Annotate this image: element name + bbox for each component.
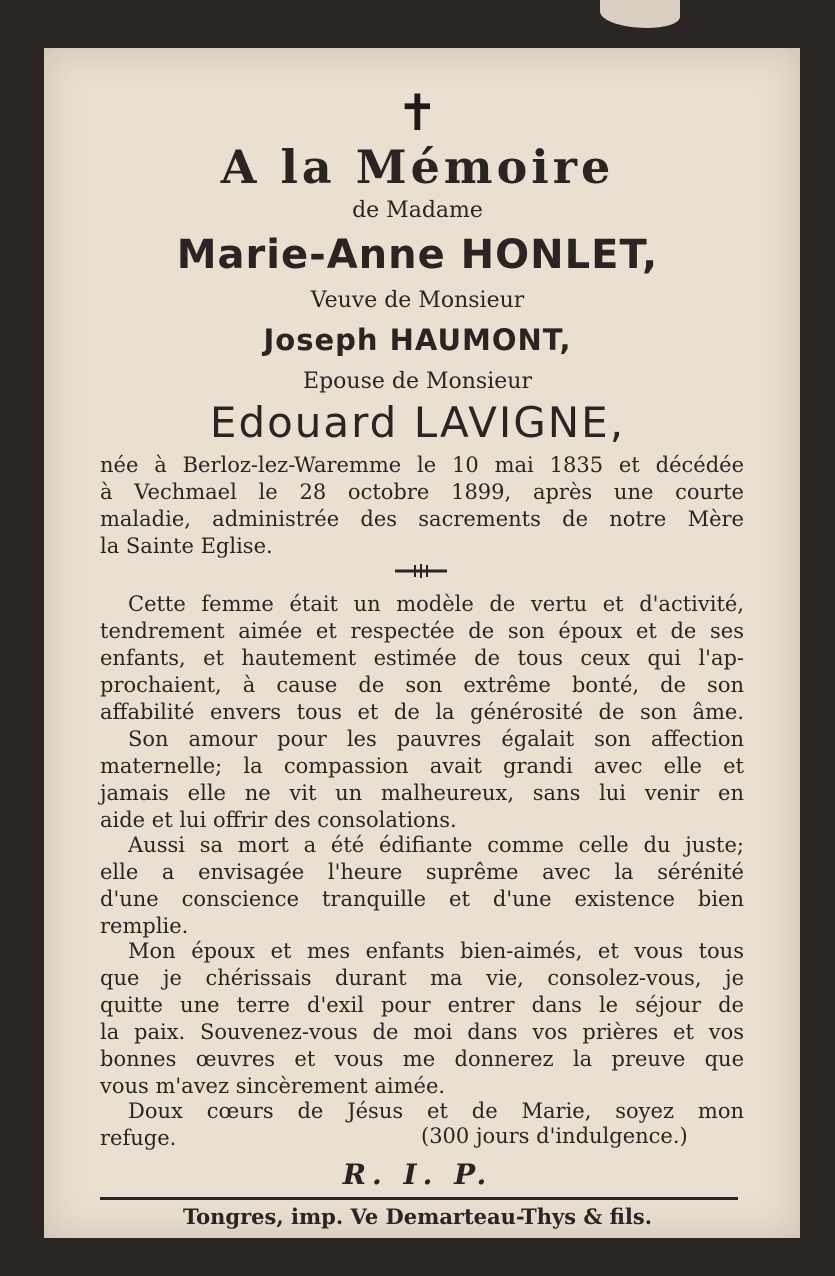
text-line: jamais elle ne vit un malheureux, sans lui venir en [100, 781, 744, 805]
cross-icon: ✝ [396, 84, 439, 142]
text-line: Cette femme était un modèle de vertu et d'activité, [128, 592, 744, 616]
text-line: Doux cœurs de Jésus et de Marie, soyez mon [128, 1099, 744, 1123]
first-husband-name: Joseph HAUMONT, [263, 323, 572, 357]
printer-imprint: Tongres, imp. Ve Demarteau-Thys & fils. [182, 1204, 653, 1229]
text-line: née à Berloz-lez-Waremme le 10 mai 1835 et décédée [100, 453, 744, 477]
line-veuve: Veuve de Monsieur [310, 288, 525, 313]
text-line: d'une conscience tranquille et d'une existence bien [100, 887, 744, 911]
paragraph-love [100, 726, 744, 834]
birth-death-paragraph [100, 452, 744, 560]
text-line: elle a envisagée l'heure suprême avec la sérénité [100, 860, 744, 884]
text-line: à Vechmael le 28 octobre 1899, après une courte [100, 480, 744, 504]
paragraph-farewell [100, 938, 744, 1100]
deceased-name: Marie-Anne HONLET, [176, 232, 659, 278]
paragraph-death [100, 832, 744, 940]
text-line: maladie, administrée des sacrements de notre Mère [100, 507, 744, 531]
text-line: refuge. [100, 1126, 177, 1150]
text-line: maternelle; la compassion avait grandi avec elle et [100, 754, 744, 778]
rip-text: R. I. P. [342, 1158, 493, 1191]
text-line: tendrement aimée et respectée de son époux et de ses [100, 619, 744, 643]
text-line: bonnes œuvres et vous me donnerez la preuve que [100, 1047, 744, 1071]
paragraph-virtue [100, 591, 744, 726]
card-title: A la Mémoire [220, 140, 615, 194]
text-line: aide et lui offrir des consolations. [100, 808, 457, 832]
indulgence-note: (300 jours d'indulgence.) [421, 1124, 688, 1148]
text-line: remplie. [100, 914, 189, 938]
text-line: la Sainte Eglise. [100, 534, 273, 558]
text-line: Aussi sa mort a été édifiante comme celle du juste; [128, 833, 744, 857]
text-line: prochaient, à cause de son extrême bonté, de son [100, 673, 744, 697]
text-line: affabilité envers tous et de la générosité de son âme. [100, 700, 744, 724]
text-line: enfants, et hautement estimée de tous ceux qui l'ap- [100, 646, 744, 670]
line-epouse: Epouse de Monsieur [303, 369, 532, 394]
line-madame: de Madame [352, 198, 483, 223]
text-line: vous m'avez sincèrement aimée. [100, 1074, 446, 1098]
divider-rule [100, 1197, 738, 1200]
second-husband-name: Edouard LAVIGNE, [209, 398, 626, 447]
paper-stain [600, 0, 680, 28]
text-line: Mon époux et mes enfants bien-aimés, et vous tous [128, 939, 744, 963]
ornament-divider [393, 562, 449, 580]
text-line: quitte une terre d'exil pour entrer dans le séjour de [100, 993, 744, 1017]
text-line: la paix. Souvenez-vous de moi dans vos prières et vos [100, 1020, 744, 1044]
text-line: que je chérissais durant ma vie, consolez-vous, je [100, 966, 744, 990]
text-line: Son amour pour les pauvres égalait son affection [128, 727, 744, 751]
